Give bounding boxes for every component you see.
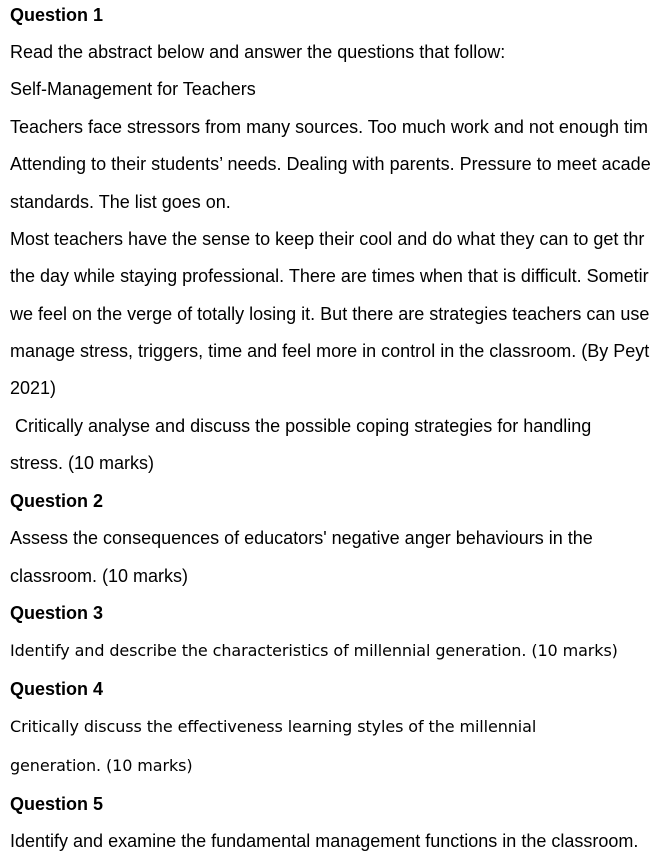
- question-1-task-line: stress. (10 marks): [10, 453, 155, 473]
- abstract-title: Self-Management for Teachers: [10, 79, 256, 99]
- abstract-paragraph-2-line: 2021): [10, 378, 57, 398]
- question-2-task-line: Assess the consequences of educators' negative anger behaviours in the: [10, 528, 593, 548]
- question-3-heading: Question 3: [10, 603, 104, 623]
- question-2-task-line: classroom. (10 marks): [10, 566, 189, 586]
- question-1-task-line: Critically analyse and discuss the possible coping strategies for handling: [10, 416, 592, 436]
- abstract-paragraph-2-line: we feel on the verge of totally losing it. But there are strategies teachers can use: [10, 304, 650, 324]
- question-2-heading: Question 2: [10, 491, 104, 511]
- question-4-task-line: Critically discuss the effectiveness learning styles of the millennial: [10, 717, 537, 736]
- abstract-paragraph-2-line: the day while staying professional. There are times when that is difficult. Sometir: [10, 266, 649, 286]
- question-5-task: Identify and examine the fundamental management functions in the classroom.: [10, 831, 639, 851]
- abstract-paragraph-1-line: standards. The list goes on.: [10, 192, 231, 212]
- question-1-heading: Question 1: [10, 5, 104, 25]
- abstract-paragraph-1-line: Attending to their students’ needs. Dealing with parents. Pressure to meet acade: [10, 154, 651, 174]
- abstract-paragraph-2-line: Most teachers have the sense to keep their cool and do what they can to get thr: [10, 229, 645, 249]
- question-1-intro: Read the abstract below and answer the questions that follow:: [10, 42, 506, 62]
- question-4-task-line: generation. (10 marks): [10, 756, 193, 775]
- question-4-heading: Question 4: [10, 679, 104, 699]
- question-3-task: Identify and describe the characteristics of millennial generation. (10 marks): [10, 641, 618, 660]
- abstract-paragraph-2-line: manage stress, triggers, time and feel more in control in the classroom. (By Peyt: [10, 341, 650, 361]
- abstract-paragraph-1-line: Teachers face stressors from many sources. Too much work and not enough tim: [10, 117, 648, 137]
- question-5-heading: Question 5: [10, 794, 104, 814]
